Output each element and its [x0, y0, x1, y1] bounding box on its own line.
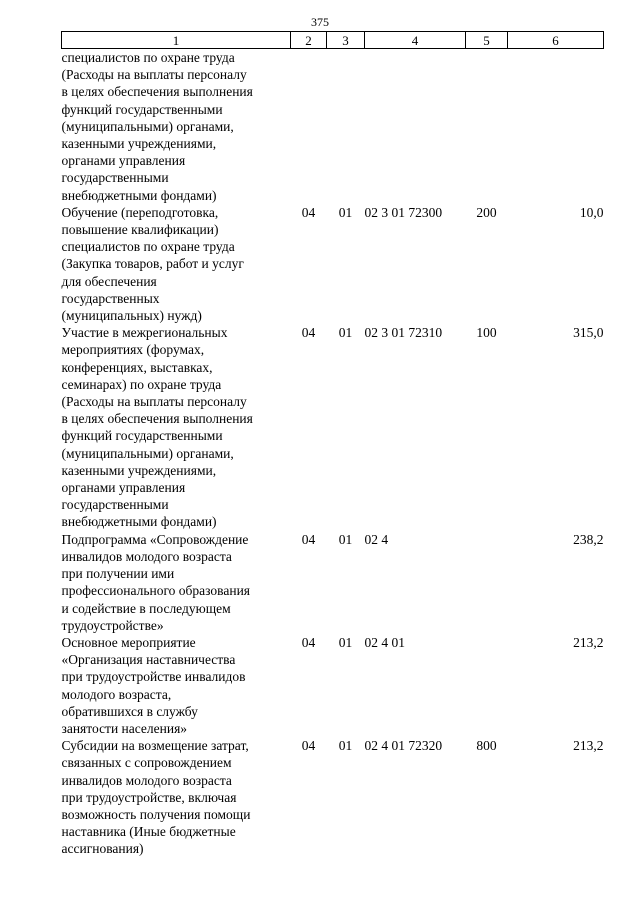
section-code: 04: [301, 531, 316, 547]
amount-value: 213,2: [573, 634, 604, 650]
subsection-code: 01: [338, 325, 353, 341]
column-header-1: 1: [62, 32, 291, 49]
description-line: занятости населения»: [61, 720, 188, 736]
description-line: мероприятиях (форумах,: [61, 342, 205, 358]
amount-value: 238,2: [573, 531, 604, 547]
row-description: [62, 49, 291, 204]
description-line: молодого возраста,: [61, 686, 172, 702]
description-line: (Закупка товаров, работ и услуг: [61, 256, 244, 272]
subsection-code: 01: [338, 738, 353, 754]
section-code: [291, 49, 327, 204]
column-header-5: 5: [466, 32, 508, 49]
description-line: «Организация наставничества: [61, 652, 236, 668]
description-line: наставника (Иные бюджетные: [61, 824, 236, 840]
description-line: Подпрограмма «Сопровождение: [61, 531, 249, 547]
description-line: (муниципальными) органами,: [61, 445, 234, 461]
section-code: 04: [301, 738, 316, 754]
expense-type-code: 800: [476, 738, 497, 754]
column-header-2: 2: [291, 32, 327, 49]
expense-type-code: [466, 531, 508, 634]
amount-value: [508, 49, 604, 204]
page-number: 375: [311, 15, 329, 29]
description-line: Обучение (переподготовка,: [61, 204, 219, 220]
row-description: [62, 737, 291, 857]
subsection-code: 01: [338, 204, 353, 220]
description-line: при получении ими: [61, 566, 175, 582]
target-article-code: 02 4 01: [364, 634, 405, 650]
target-article-code: 02 4: [364, 531, 389, 547]
description-line: (Расходы на выплаты персоналу: [61, 67, 247, 83]
subsection-code: [327, 49, 365, 204]
description-line: внебюджетными фондами): [61, 187, 217, 203]
description-line: при трудоустройстве инвалидов: [61, 669, 246, 685]
description-line: государственных: [61, 290, 160, 306]
description-line: при трудоустройстве, включая: [61, 789, 237, 805]
target-article-code: [365, 49, 466, 204]
amount-value: 10,0: [579, 204, 604, 220]
budget-table: [61, 31, 604, 858]
description-line: внебюджетными фондами): [61, 514, 217, 530]
subsection-code: 01: [338, 531, 353, 547]
target-article-code: 02 3 01 72310: [364, 325, 443, 341]
description-line: государственными: [61, 497, 169, 513]
section-code: 04: [301, 634, 316, 650]
description-line: (муниципальных) нужд): [61, 308, 202, 324]
description-line: (муниципальными) органами,: [61, 118, 234, 134]
target-article-code: 02 4 01 72320: [364, 738, 443, 754]
description-line: функций государственными: [61, 101, 223, 117]
description-line: казенными учреждениями,: [61, 462, 217, 478]
description-line: казенными учреждениями,: [61, 136, 217, 152]
row-description: [62, 204, 291, 324]
description-line: специалистов по охране труда: [61, 239, 235, 255]
description-line: связанных с сопровождением: [61, 755, 232, 771]
description-line: в целях обеспечения выполнения: [61, 84, 253, 100]
description-line: государственными: [61, 170, 169, 186]
description-line: обратившихся в службу: [61, 703, 198, 719]
description-line: специалистов по охране труда: [61, 50, 235, 65]
expense-type-code: 100: [476, 325, 497, 341]
description-line: функций государственными: [61, 428, 223, 444]
description-line: семинарах) по охране труда: [61, 376, 222, 392]
description-line: возможность получения помощи: [61, 806, 251, 822]
amount-value: 213,2: [573, 738, 604, 754]
description-line: (Расходы на выплаты персоналу: [61, 394, 247, 410]
table-row: [62, 49, 604, 204]
expense-type-code: [466, 634, 508, 737]
description-line: для обеспечения: [61, 273, 157, 289]
column-number-header-row: [62, 32, 604, 49]
row-description: [62, 634, 291, 737]
description-line: Субсидии на возмещение затрат,: [61, 738, 249, 754]
table-row: [62, 204, 604, 324]
section-code: 04: [301, 325, 316, 341]
description-line: конференциях, выставках,: [61, 359, 213, 375]
expense-type-code: 200: [476, 204, 497, 220]
table-row: [62, 531, 604, 634]
subsection-code: 01: [338, 634, 353, 650]
table-row: [62, 737, 604, 857]
row-description: [62, 531, 291, 634]
description-line: инвалидов молодого возраста: [61, 772, 232, 788]
description-line: Участие в межрегиональных: [61, 325, 228, 341]
column-header-6: 6: [508, 32, 604, 49]
target-article-code: 02 3 01 72300: [364, 204, 443, 220]
expense-type-code: [466, 49, 508, 204]
description-line: и содействие в последующем: [61, 600, 231, 616]
column-header-3: 3: [327, 32, 365, 49]
row-description: [62, 324, 291, 530]
description-line: профессионального образования: [61, 583, 250, 599]
description-line: в целях обеспечения выполнения: [61, 411, 253, 427]
description-line: трудоустройстве»: [61, 617, 164, 633]
description-line: Основное мероприятие: [61, 634, 196, 650]
amount-value: 315,0: [573, 325, 604, 341]
description-line: ассигнования): [61, 841, 144, 857]
description-line: органами управления: [61, 480, 186, 496]
description-line: повышение квалификации): [61, 222, 219, 238]
column-header-4: 4: [365, 32, 466, 49]
description-line: органами управления: [61, 153, 186, 169]
table-row: [62, 634, 604, 737]
table-row: [62, 324, 604, 530]
description-line: инвалидов молодого возраста: [61, 548, 232, 564]
section-code: 04: [301, 204, 316, 220]
